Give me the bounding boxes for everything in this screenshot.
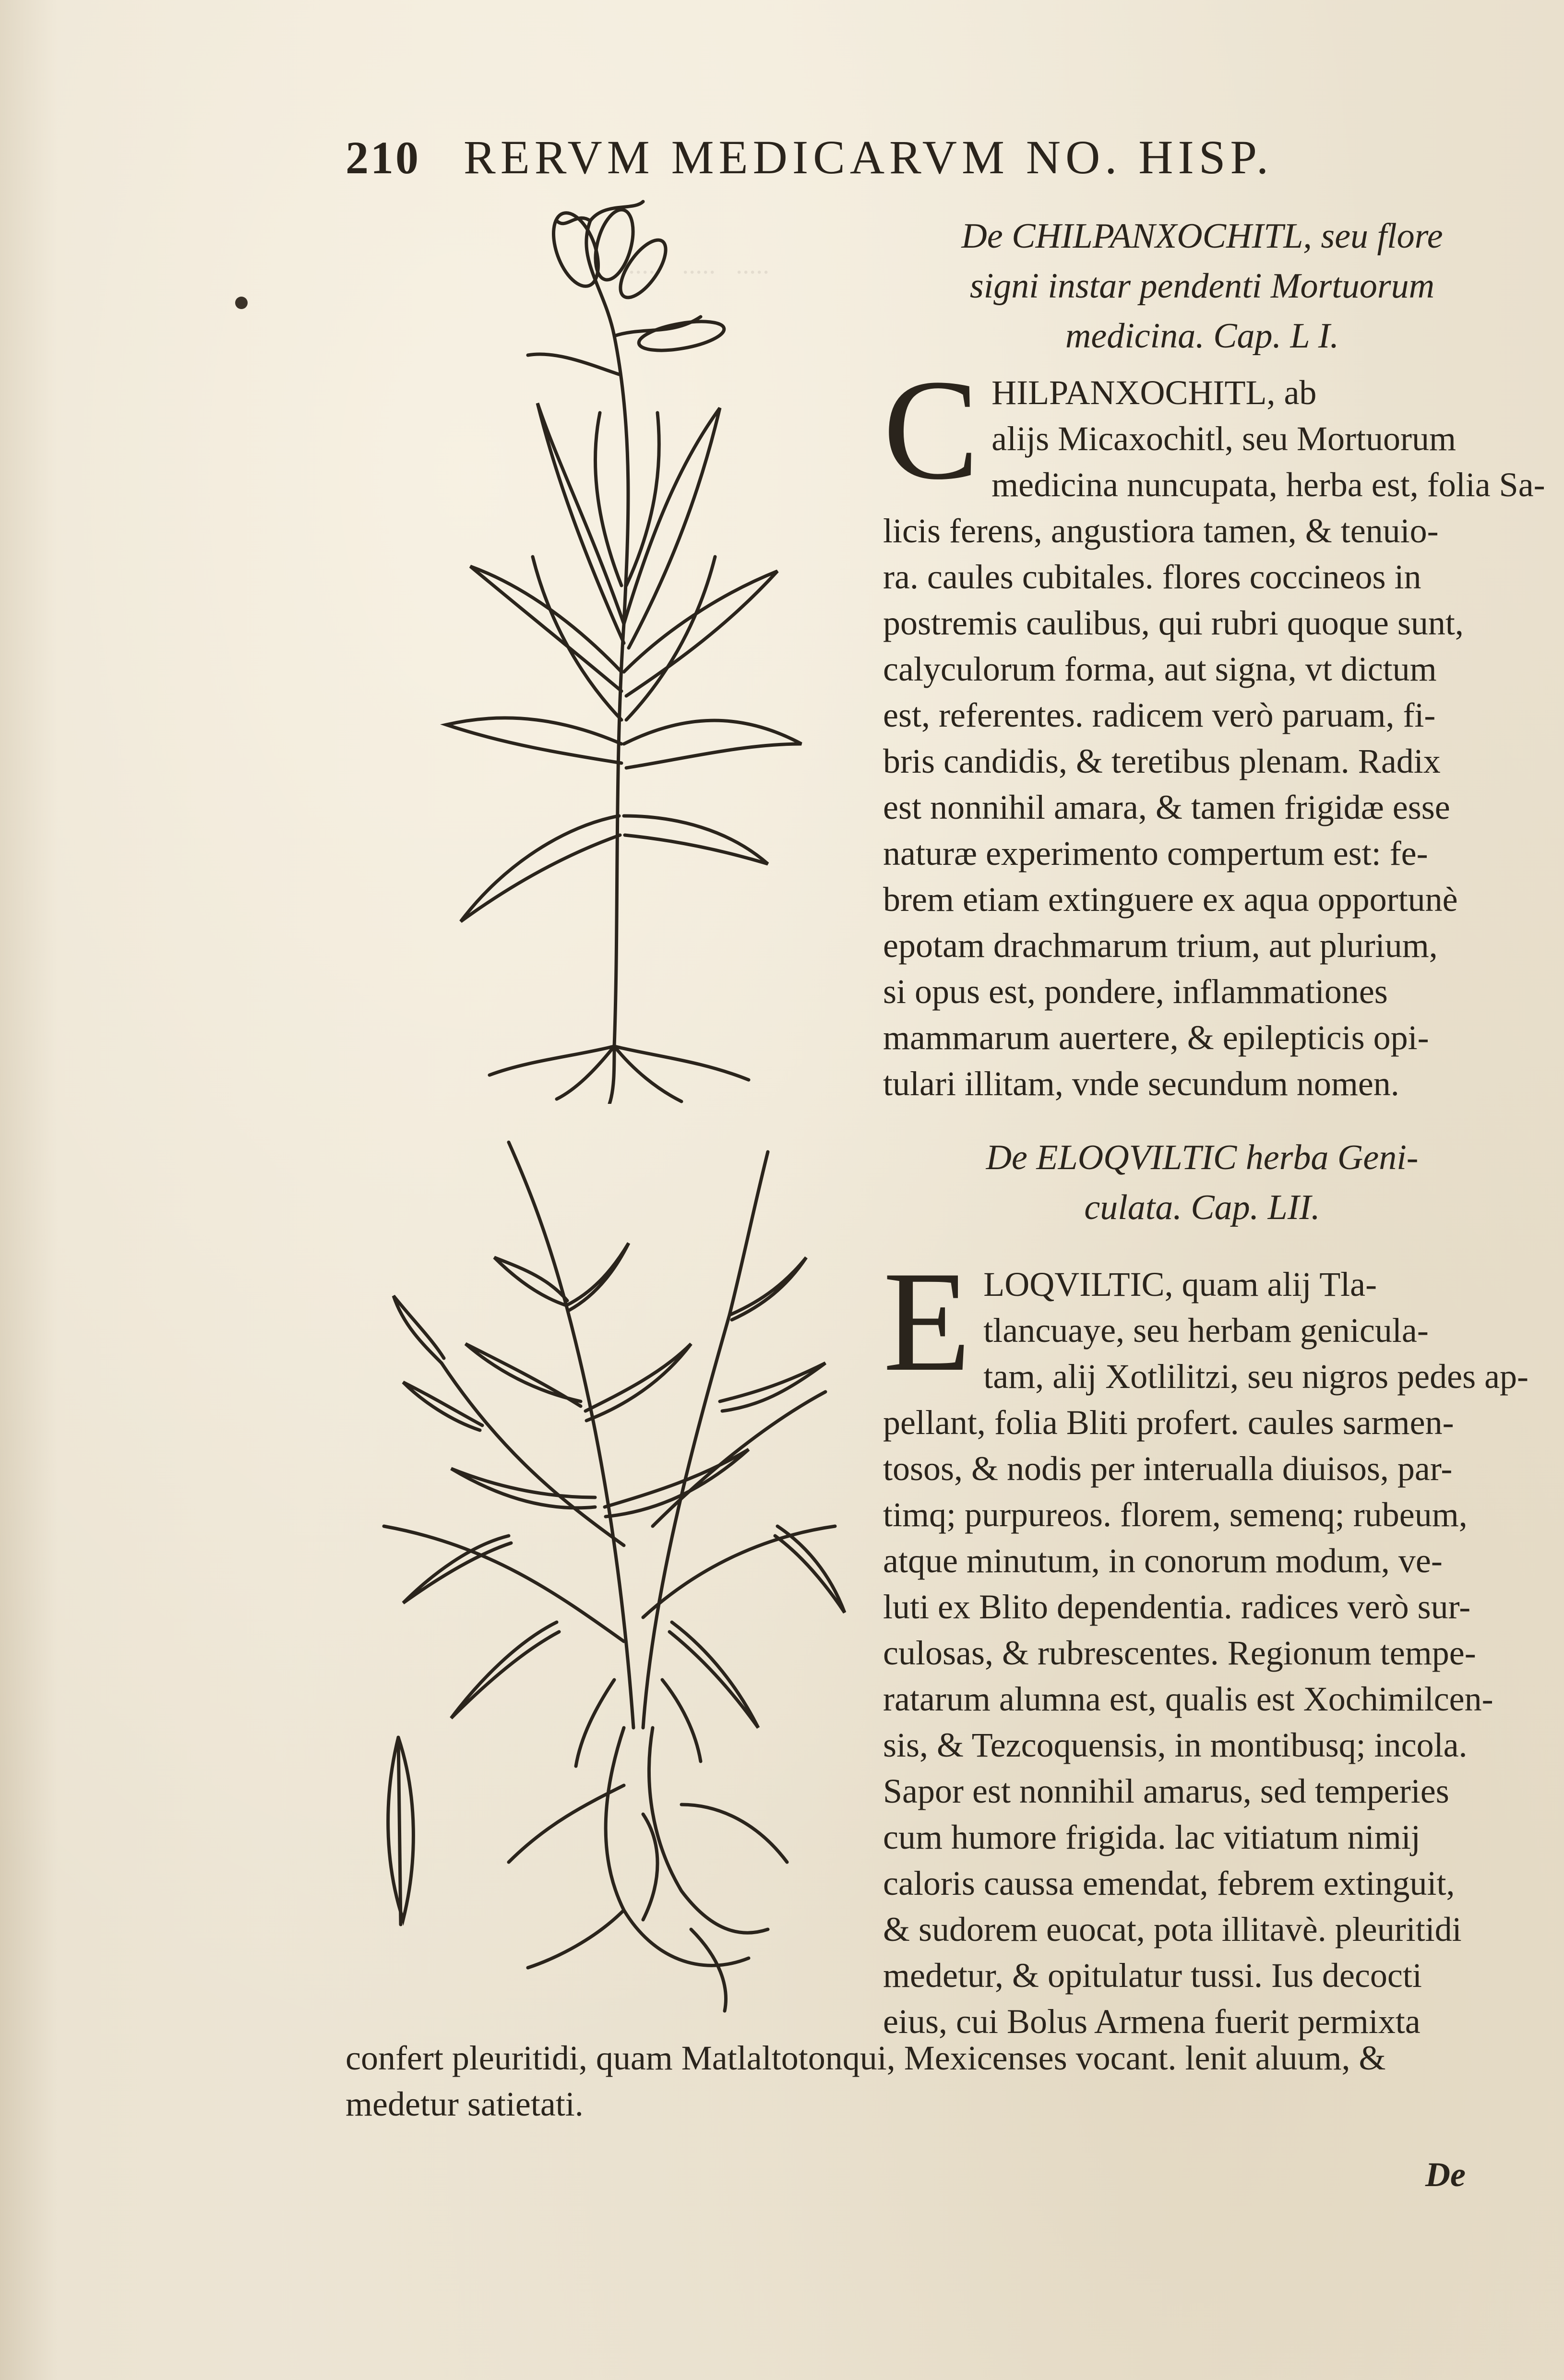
body-line: bris candidis, & teretibus plenam. Radix [883, 742, 1441, 780]
body-line: tam, alij Xotlilitzi, seu nigros pedes ap- [983, 1357, 1529, 1396]
body-line: tosos, & nodis per interualla diuisos, par- [883, 1449, 1453, 1488]
running-header [346, 130, 1411, 182]
eloquiltic-woodcut [355, 1113, 864, 2016]
body-line-wide: medetur satietati. [346, 2085, 584, 2123]
chapter-51-title-line-2: signi instar pendenti Mortuorum [969, 266, 1435, 306]
body-line: & sudorem euocat, pota illitavè. pleuritidi [883, 1910, 1462, 1949]
body-line: LOQVILTIC, quam alij Tla- [983, 1265, 1377, 1304]
chapter-52-continuation [346, 2035, 1536, 2127]
body-line: eius, cui Bolus Armena fuerit permixta [883, 2002, 1421, 2041]
body-line: sis, & Tezcoquensis, in montibusq; incola. [883, 1726, 1468, 1764]
drop-cap-c: C [883, 350, 979, 509]
body-line: tlancuaye, seu herbam genicula- [983, 1311, 1429, 1350]
body-line: ra. caules cubitales. flores coccineos in [883, 558, 1421, 596]
body-line: timq; purpureos. florem, semenq; rubeum, [883, 1495, 1468, 1534]
body-line: licis ferens, angustiora tamen, & tenuio- [883, 512, 1439, 550]
chapter-51 [883, 211, 1545, 1107]
catchword: De [1425, 2155, 1466, 2194]
chapter-52-title-line-1: De ELOQVILTIC herba Geni- [986, 1138, 1419, 1177]
chapter-52-title-line-2: culata. Cap. LII. [1084, 1188, 1320, 1227]
ink-spot [235, 297, 248, 309]
body-line: medetur, & opitulatur tussi. Ius decocti [883, 1956, 1422, 1995]
body-line: calyculorum forma, aut signa, vt dictum [883, 650, 1437, 688]
body-line: mammarum auertere, & epilepticis opi- [883, 1018, 1429, 1057]
body-line: HILPANXOCHITL, ab [991, 373, 1317, 412]
page-number: 210 [346, 132, 420, 183]
body-line: ratarum alumna est, qualis est Xochimilcen- [883, 1680, 1493, 1718]
chapter-51-title-line-3: medicina. Cap. L I. [1065, 316, 1339, 356]
chapter-52 [883, 1133, 1529, 2045]
body-line: si opus est, pondere, inflammationes [883, 972, 1388, 1011]
chapter-51-body [883, 350, 1545, 1107]
running-title: RERVM MEDICARVM NO. HISP. [464, 131, 1273, 184]
body-line: pellant, folia Bliti profert. caules sarmen- [883, 1403, 1454, 1442]
body-line: postremis caulibus, qui rubri quoque sunt, [883, 604, 1464, 642]
body-line: medicina nuncupata, herba est, folia Sa- [991, 466, 1545, 504]
body-line: est, referentes. radicem verò paruam, fi- [883, 696, 1436, 734]
body-line: tulari illitam, vnde secundum nomen. [883, 1064, 1399, 1103]
body-line: est nonnihil amara, & tamen frigidæ esse [883, 788, 1450, 826]
body-line: caloris caussa emendat, febrem extinguit, [883, 1864, 1455, 1902]
chilpanxochitl-woodcut [432, 192, 845, 1104]
body-line: alijs Micaxochitl, seu Mortuorum [991, 419, 1456, 458]
body-line: cum humore frigida. lac vitiatum nimij [883, 1818, 1421, 1856]
body-line: atque minutum, in conorum modum, ve- [883, 1542, 1443, 1580]
body-line: Sapor est nonnihil amarus, sed temperies [883, 1772, 1449, 1810]
show-through-text: ····· ····· ····· [629, 258, 770, 287]
body-line: luti ex Blito dependentia. radices verò sur- [883, 1588, 1471, 1626]
body-line: culosas, & rubrescentes. Regionum tempe- [883, 1634, 1476, 1672]
drop-cap-e: E [883, 1242, 971, 1401]
body-line: naturæ experimento compertum est: fe- [883, 834, 1428, 873]
body-line-wide: confert pleuritidi, quam Matlaltotonqui, Mexicenses vocant. lenit aluum, & [346, 2039, 1386, 2077]
body-line: brem etiam extinguere ex aqua opportunè [883, 880, 1458, 919]
chapter-51-title-line-1: De CHILPANXOCHITL, seu flore [961, 216, 1443, 256]
body-line: epotam drachmarum trium, aut plurium, [883, 926, 1438, 965]
chapter-52-body [883, 1242, 1529, 2045]
